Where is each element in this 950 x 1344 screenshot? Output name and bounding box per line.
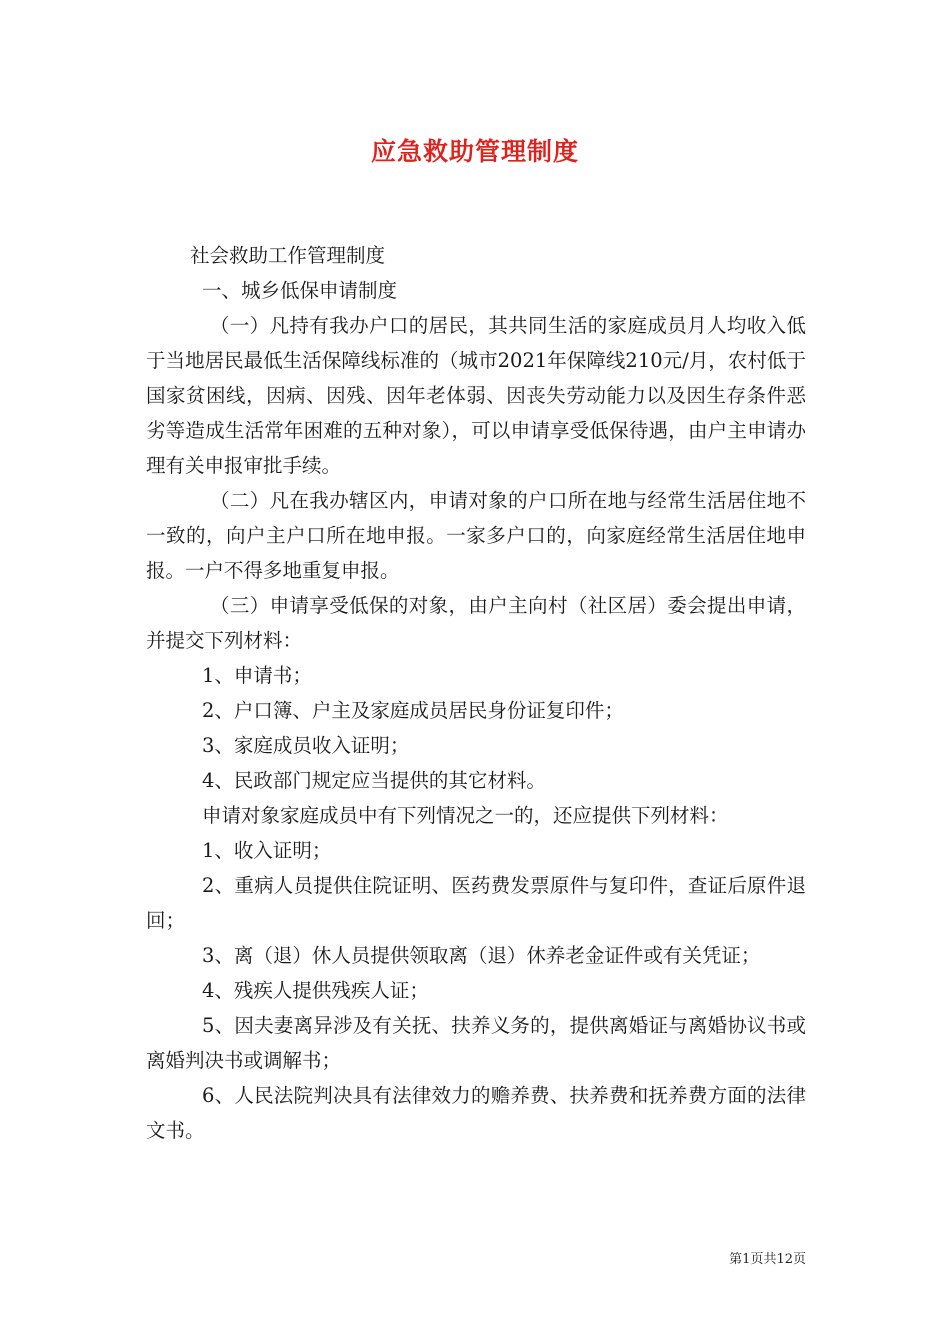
page-number: 第1页共12页: [729, 1252, 806, 1267]
list-item: 4、民政部门规定应当提供的其它材料。: [202, 769, 546, 792]
list-item: 3、离（退）休人员提供领取离（退）休养老金证件或有关凭证；: [202, 944, 761, 967]
list-item: 5、因夫妻离异涉及有关抚、扶养义务的，提供离婚证与离婚协议书或离婚判决书或调解书；: [146, 1014, 806, 1072]
paragraph: （三）申请享受低保的对象，由户主向村（社区居）委会提出申请，并提交下列材料：: [146, 594, 806, 652]
list-item: 2、重病人员提供住院证明、医药费发票原件与复印件，查证后原件退回；: [146, 874, 806, 932]
list-item: 4、残疾人提供残疾人证；: [202, 979, 429, 1002]
document-body: [146, 238, 806, 1148]
section-heading: 社会救助工作管理制度: [190, 244, 386, 267]
document-title: 应急救助管理制度: [370, 137, 579, 166]
list-item: 1、申请书；: [202, 664, 312, 687]
paragraph: （一）凡持有我办户口的居民，其共同生活的家庭成员月人均收入低于当地居民最低生活保障线标准的（城市2021年保障线210元/月，农村低于国家贫困线，因病、因残、因年老体弱、因丧失劳动能力以及因生存条件恶劣等造成生活常年困难的五种对象），可以申请享受低保待遇，由户主申请办理有关申报审批手续。: [146, 314, 806, 477]
list-item: 2、户口簿、户主及家庭成员居民身份证复印件；: [202, 699, 624, 722]
list-item: 1、收入证明；: [202, 839, 332, 862]
paragraph: 申请对象家庭成员中有下列情况之一的，还应提供下列材料：: [202, 804, 729, 827]
subsection-heading: 一、城乡低保申请制度: [202, 279, 398, 302]
paragraph: （二）凡在我办辖区内，申请对象的户口所在地与经常生活居住地不一致的，向户主户口所在地申报。一家多户口的，向家庭经常生活居住地申报。一户不得多地重复申报。: [146, 489, 806, 582]
list-item: 3、家庭成员收入证明；: [202, 734, 410, 757]
list-item: 6、人民法院判决具有法律效力的赡养费、扶养费和抚养费方面的法律文书。: [146, 1084, 806, 1142]
